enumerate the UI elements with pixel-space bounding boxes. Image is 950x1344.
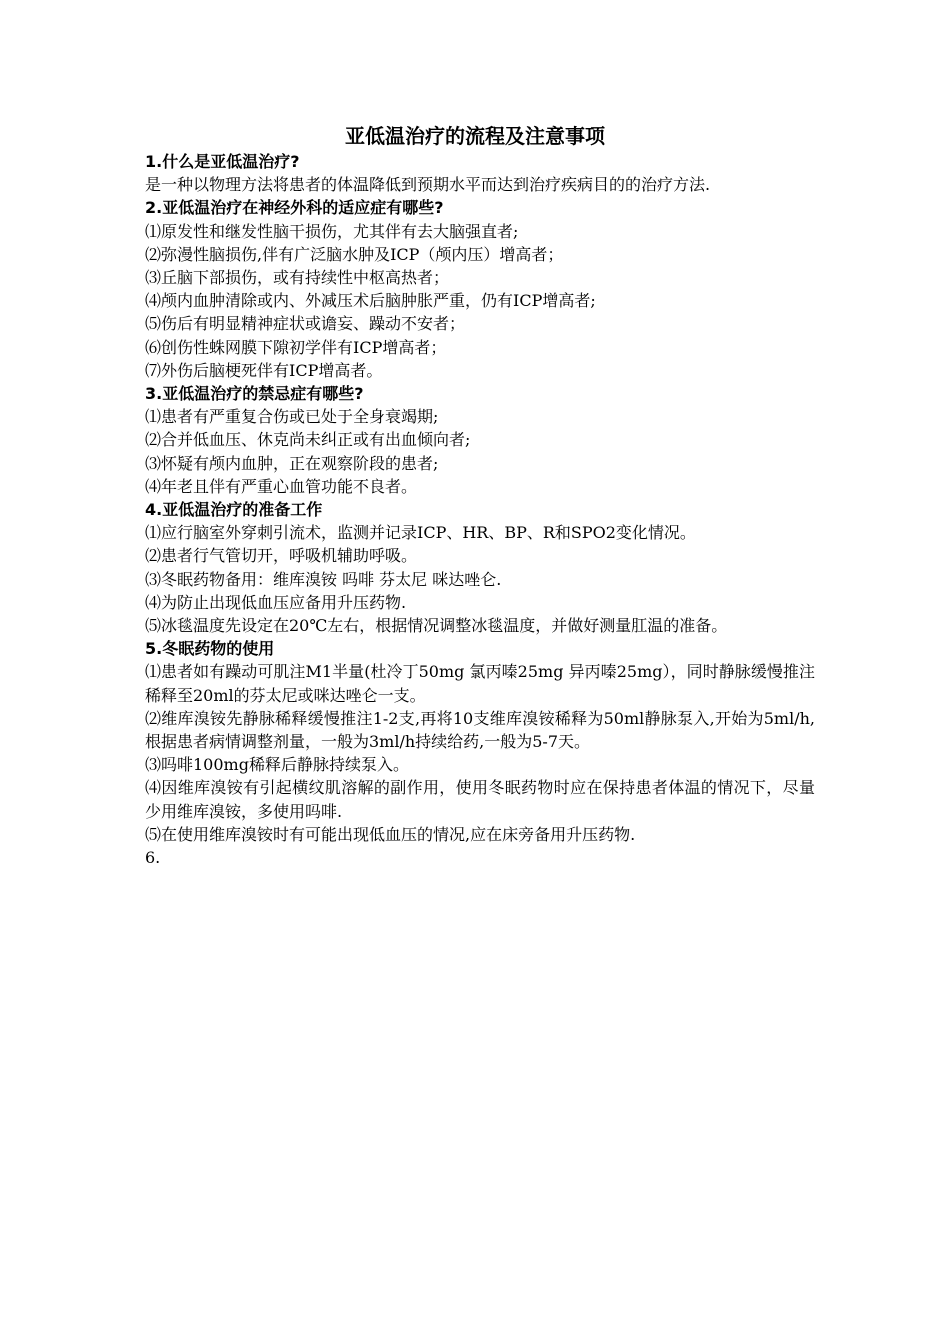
list-item: ⑷为防止出现低血压应备用升压药物. xyxy=(145,592,407,612)
list-item: ⑴原发性和继发性脑干损伤，尤其伴有去大脑强直者; xyxy=(145,221,519,241)
section-heading: 2.亚低温治疗在神经外科的适应症有哪些? xyxy=(145,198,444,218)
section-4 xyxy=(145,498,815,637)
list-item: ⑴患者如有躁动可肌注M1半量(杜冷丁50mg 氯丙嗪25mg 异丙嗪25mg），同时静脉缓慢推注稀释至20ml的芬太尼或咪达唑仑一支。 xyxy=(145,662,815,705)
list-item: ⑵合并低血压、休克尚未纠正或有出血倾向者; xyxy=(145,430,471,450)
section-2 xyxy=(145,196,815,382)
list-item: ⑶丘脑下部损伤，或有持续性中枢高热者； xyxy=(145,268,450,288)
section-heading: 1.什么是亚低温治疗? xyxy=(145,152,300,171)
section-1 xyxy=(145,150,815,196)
list-item: ⑵维库溴铵先静脉稀释缓慢推注1-2支,再将10支维库溴铵稀释为50ml静脉泵入,开始为5ml/h,根据患者病情调整剂量，一般为3ml/h持续给药,一般为5-7天。 xyxy=(145,708,815,752)
list-item: ⑶吗啡100mg稀释后静脉持续泵入。 xyxy=(145,755,409,775)
list-item: ⑷颅内血肿清除或内、外减压术后脑肿胀严重，仍有ICP增高者; xyxy=(145,291,596,311)
document-title: 亚低温治疗的流程及注意事项 xyxy=(345,124,605,148)
document-body xyxy=(145,150,815,869)
section-3 xyxy=(145,382,815,498)
list-item: ⑹创伤性蛛网膜下隙初学伴有ICP增高者； xyxy=(145,337,447,357)
list-item: ⑺外伤后脑梗死伴有ICP增高者。 xyxy=(145,360,383,380)
list-item: ⑸伤后有明显精神症状或谵妄、躁动不安者； xyxy=(145,314,466,334)
list-item: ⑴应行脑室外穿刺引流术，监测并记录ICP、HR、BP、R和SPO2变化情况。 xyxy=(145,523,696,543)
paragraph: 是一种以物理方法将患者的体温降低到预期水平而达到治疗疾病目的的治疗方法. xyxy=(145,175,711,195)
list-item: 6. xyxy=(145,848,161,868)
list-item: ⑷因维库溴铵有引起横纹肌溶解的副作用，使用冬眠药物时应在保持患者体温的情况下，尽量少用维库溴铵，多使用吗啡. xyxy=(145,778,815,821)
list-item: ⑴患者有严重复合伤或已处于全身衰竭期; xyxy=(145,407,439,427)
list-item: ⑶冬眠药物备用：维库溴铵 吗啡 芬太尼 咪达唑仑. xyxy=(145,569,502,589)
section-5 xyxy=(145,637,815,869)
list-item: ⑷年老且伴有严重心血管功能不良者。 xyxy=(145,476,418,496)
section-heading: 4.亚低温治疗的准备工作 xyxy=(145,500,323,520)
list-item: ⑵患者行气管切开，呼吸机辅助呼吸。 xyxy=(145,546,418,566)
section-heading: 5.冬眠药物的使用 xyxy=(145,639,275,659)
list-item: ⑸在使用维库溴铵时有可能出现低血压的情况,应在床旁备用升压药物. xyxy=(145,824,636,844)
list-item: ⑶怀疑有颅内血肿，正在观察阶段的患者; xyxy=(145,453,439,473)
list-item: ⑵弥漫性脑损伤,伴有广泛脑水肿及ICP（颅内压）增高者； xyxy=(145,244,564,264)
list-item: ⑸冰毯温度先设定在20℃左右，根据情况调整冰毯温度，并做好测量肛温的准备。 xyxy=(145,616,728,636)
section-heading: 3.亚低温治疗的禁忌症有哪些? xyxy=(145,384,364,404)
